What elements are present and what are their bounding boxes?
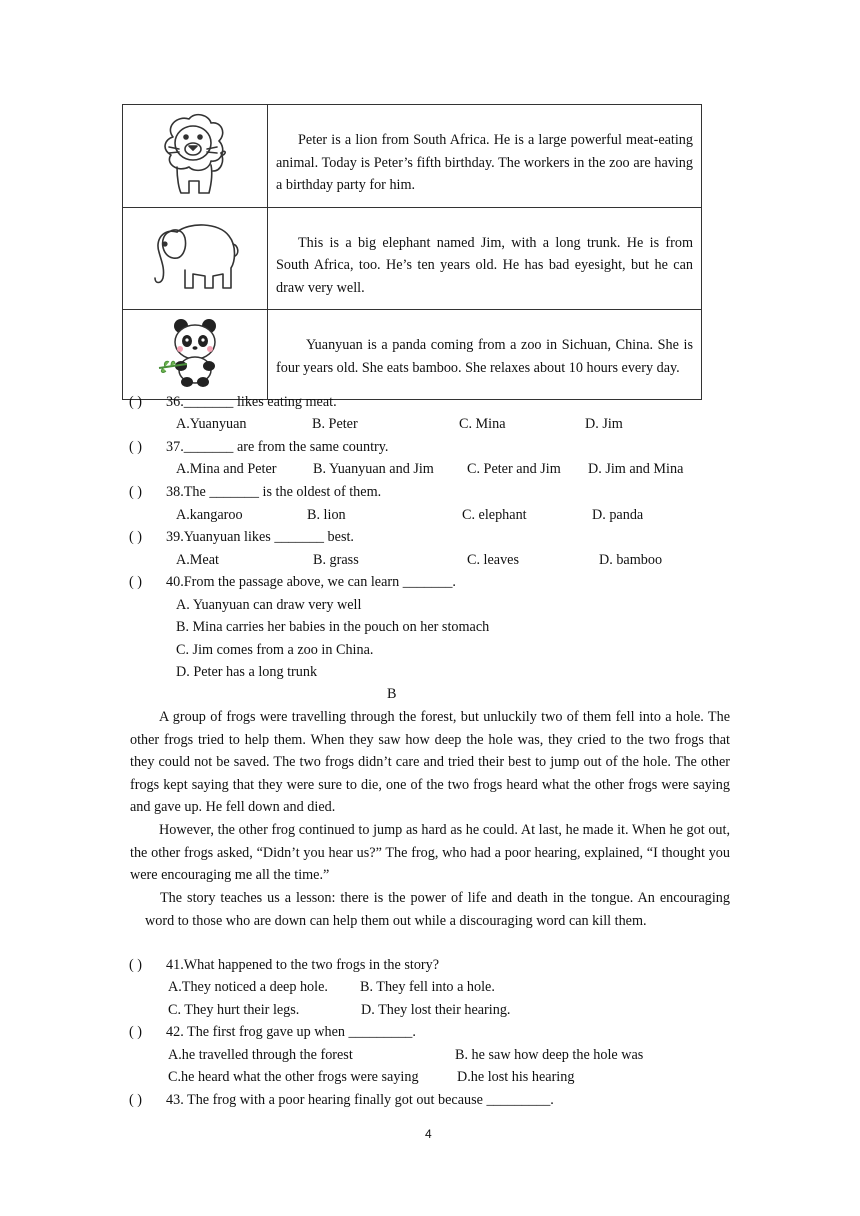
passage-paragraph: The story teaches us a lesson: there is the power of life and death in the tongue. An encouraging word to those who are down can help them out while a discouraging word can kill them.	[145, 890, 730, 929]
option-a[interactable]: A.Mina and Peter	[176, 461, 277, 477]
question-40	[129, 572, 456, 592]
option-a[interactable]: A.Yuanyuan	[176, 416, 247, 432]
question-37	[129, 437, 388, 457]
passage-paragraph: A group of frogs were travelling through the forest, but unluckily two of them fell into a hole. The other frogs tried to help them. When they saw how deep the hole was, they cried to the two frogs that they could not be saved. The two frogs didn’t care and tried their best to jump out of the hole. The other frogs kept saying that they were sure to die, one of the two frogs heard what the other frogs were saying and gave up. He fell down and died.	[130, 709, 730, 816]
option-c[interactable]: C. leaves	[467, 552, 520, 568]
option-d[interactable]: D. panda	[592, 507, 644, 523]
lion-picture	[123, 105, 268, 208]
answer-blank[interactable]: ( )	[129, 1092, 142, 1108]
question-stem: 37._______ are from the same country.	[166, 439, 389, 455]
option-d[interactable]: D. They lost their hearing.	[361, 1002, 511, 1018]
option-a[interactable]: A.he travelled through the forest	[168, 1047, 353, 1063]
option-c[interactable]: C. Mina	[459, 416, 506, 432]
option-a[interactable]: A.kangaroo	[176, 507, 243, 523]
page-number: 4	[425, 1127, 432, 1141]
question-stem: 39.Yuanyuan likes _______ best.	[166, 529, 354, 545]
option-a[interactable]: A. Yuanyuan can draw very well	[176, 597, 362, 613]
answer-blank[interactable]: ( )	[129, 957, 142, 973]
question-stem: 38.The _______ is the oldest of them.	[166, 484, 382, 500]
option-d[interactable]: D. Jim	[585, 416, 623, 432]
option-a[interactable]: A.Meat	[176, 552, 219, 568]
option-c[interactable]: C. elephant	[462, 507, 527, 523]
table-row	[123, 105, 702, 208]
option-b[interactable]: B. They fell into a hole.	[360, 979, 495, 995]
option-c[interactable]: C. Peter and Jim	[467, 461, 561, 477]
lion-description: Peter is a lion from South Africa. He is a large powerful meat-eating animal. Today is Peter’s fifth birthday. The workers in the zoo are having a birthday party for him.	[268, 105, 702, 208]
option-b[interactable]: B. grass	[313, 552, 359, 568]
option-a[interactable]: A.They noticed a deep hole.	[168, 979, 328, 995]
answer-blank[interactable]: ( )	[129, 394, 142, 410]
answer-blank[interactable]: ( )	[129, 484, 142, 500]
question-38	[129, 482, 381, 502]
elephant-picture	[123, 207, 268, 310]
section-heading: B	[387, 686, 397, 702]
option-b[interactable]: B. lion	[307, 507, 346, 523]
question-42	[129, 1022, 416, 1042]
animal-table	[122, 104, 702, 400]
answer-blank[interactable]: ( )	[129, 439, 142, 455]
option-b[interactable]: B. Mina carries her babies in the pouch on her stomach	[176, 619, 490, 635]
elephant-icon	[149, 218, 241, 294]
option-c[interactable]: C. Jim comes from a zoo in China.	[176, 642, 374, 658]
option-c[interactable]: C. They hurt their legs.	[168, 1002, 300, 1018]
table-row	[123, 310, 702, 400]
question-stem: 42. The first frog gave up when _________.	[166, 1024, 416, 1040]
panda-picture	[123, 310, 268, 400]
answer-blank[interactable]: ( )	[129, 574, 142, 590]
question-41	[129, 955, 439, 975]
question-stem: 43. The frog with a poor hearing finally got out because _________.	[166, 1092, 554, 1108]
question-39	[129, 527, 354, 547]
option-c[interactable]: C.he heard what the other frogs were saying	[168, 1069, 419, 1085]
lion-icon	[155, 109, 235, 197]
question-stem: 36._______ likes eating meat.	[166, 394, 337, 410]
panda-icon	[157, 316, 233, 388]
panda-description: Yuanyuan is a panda coming from a zoo in Sichuan, China. She is four years old. She eats bamboo. She relaxes about 10 hours every day.	[268, 310, 702, 400]
question-43	[129, 1090, 554, 1110]
option-b[interactable]: B. Yuanyuan and Jim	[313, 461, 434, 477]
table-row	[123, 207, 702, 310]
option-d[interactable]: D. Jim and Mina	[588, 461, 684, 477]
elephant-description: This is a big elephant named Jim, with a long trunk. He is from South Africa, too. He’s ten years old. He has bad eyesight, but he can draw very well.	[268, 207, 702, 310]
question-36	[129, 392, 337, 412]
option-b[interactable]: B. Peter	[312, 416, 358, 432]
option-d[interactable]: D. Peter has a long trunk	[176, 664, 318, 680]
question-stem: 41.What happened to the two frogs in the story?	[166, 957, 440, 973]
passage-paragraph: However, the other frog continued to jump as hard as he could. At last, he made it. When he got out, the other frogs asked, “Didn’t you hear us?” The frog, who had a poor hearing, explained, “I thought you were encouraging me all the time.”	[130, 822, 730, 884]
option-d[interactable]: D.he lost his hearing	[457, 1069, 575, 1085]
question-stem: 40.From the passage above, we can learn _______.	[166, 574, 456, 590]
answer-blank[interactable]: ( )	[129, 529, 142, 545]
option-d[interactable]: D. bamboo	[599, 552, 663, 568]
answer-blank[interactable]: ( )	[129, 1024, 142, 1040]
option-b[interactable]: B. he saw how deep the hole was	[455, 1047, 644, 1063]
